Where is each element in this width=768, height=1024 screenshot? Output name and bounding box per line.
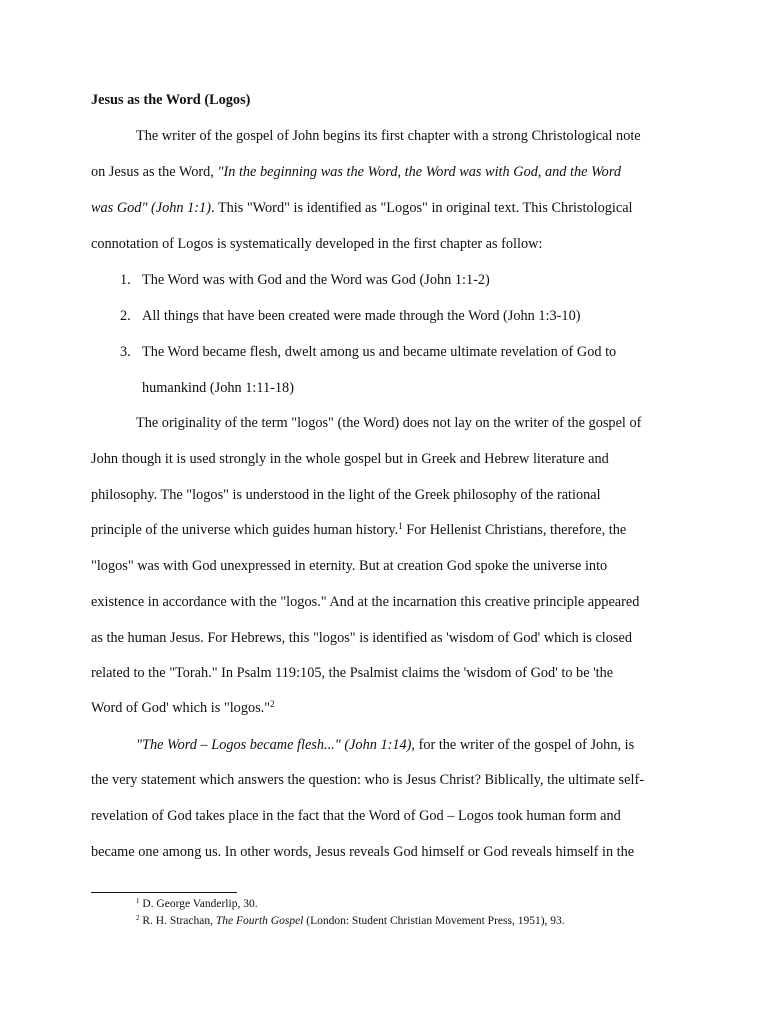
paragraph-line: was God" (John 1:1). This "Word" is identified as "Logos" in original text. This Christological — [91, 200, 633, 216]
paragraph-line: existence in accordance with the "logos." And at the incarnation this creative principle appeared — [91, 594, 640, 610]
footnote-ref[interactable]: 1 — [398, 521, 403, 531]
list-item-continuation: humankind (John 1:11-18) — [142, 380, 294, 396]
paragraph-line: John though it is used strongly in the whole gospel but in Greek and Hebrew literature and — [91, 451, 609, 467]
footnote-ref[interactable]: 2 — [270, 699, 275, 709]
paragraph-line: connotation of Logos is systematically developed in the first chapter as follow: — [91, 236, 543, 252]
paragraph-line: revelation of God takes place in the fact that the Word of God – Logos took human form and — [91, 808, 621, 824]
scripture-quote: was God" (John 1:1) — [91, 200, 211, 216]
paragraph-line: "logos" was with God unexpressed in eternity. But at creation God spoke the universe into — [91, 558, 608, 574]
footnote: $^1$ D. George Vanderlip, 30. — [136, 897, 258, 910]
list-item: The Word became flesh, dwelt among us and became ultimate revelation of God to — [142, 344, 617, 360]
paragraph-line: principle of the universe which guides human history.$^1$ For Hellenist Christians, therefore, the — [91, 521, 627, 538]
paragraph-line: Word of God' which is "logos."$^2$ — [91, 699, 275, 716]
paragraph-line: as the human Jesus. For Hebrews, this "logos" is identified as 'wisdom of God' which is closed — [91, 630, 632, 646]
paragraph-line: philosophy. The "logos" is understood in the light of the Greek philosophy of the rational — [91, 487, 601, 503]
paragraph-line: on Jesus as the Word, "In the beginning was the Word, the Word was with God, and the Word — [91, 164, 621, 180]
list-number: 2. — [120, 308, 131, 324]
scripture-quote: "In the beginning was the Word, the Word was with God, and the Word — [217, 164, 621, 180]
list-number: 3. — [120, 344, 131, 360]
paragraph-line: the very statement which answers the question: who is Jesus Christ? Biblically, the ultimate self- — [91, 772, 644, 788]
book-title: The Fourth Gospel — [215, 915, 304, 927]
paragraph-line: The writer of the gospel of John begins its first chapter with a strong Christological note — [136, 128, 641, 144]
paragraph-line: related to the "Torah." In Psalm 119:105, the Psalmist claims the 'wisdom of God' to be 'the — [91, 665, 614, 681]
section-heading: Jesus as the Word (Logos) — [91, 92, 251, 108]
list-item: The Word was with God and the Word was God (John 1:1-2) — [142, 272, 490, 288]
paragraph-line: "The Word – Logos became flesh..." (John 1:14), for the writer of the gospel of John, is — [136, 737, 635, 753]
paragraph-line: The originality of the term "logos" (the Word) does not lay on the writer of the gospel of — [136, 415, 642, 431]
paragraph-line: became one among us. In other words, Jesus reveals God himself or God reveals himself in the — [91, 844, 635, 860]
footnote-separator — [91, 892, 237, 893]
scripture-quote: "The Word – Logos became flesh..." (John 1:14) — [136, 737, 412, 753]
footnote: $^2$ R. H. Strachan, The Fourth Gospel (London: Student Christian Movement Press, 1951), 93. — [136, 914, 565, 927]
list-number: 1. — [120, 272, 131, 288]
list-item: All things that have been created were made through the Word (John 1:3-10) — [142, 308, 581, 324]
